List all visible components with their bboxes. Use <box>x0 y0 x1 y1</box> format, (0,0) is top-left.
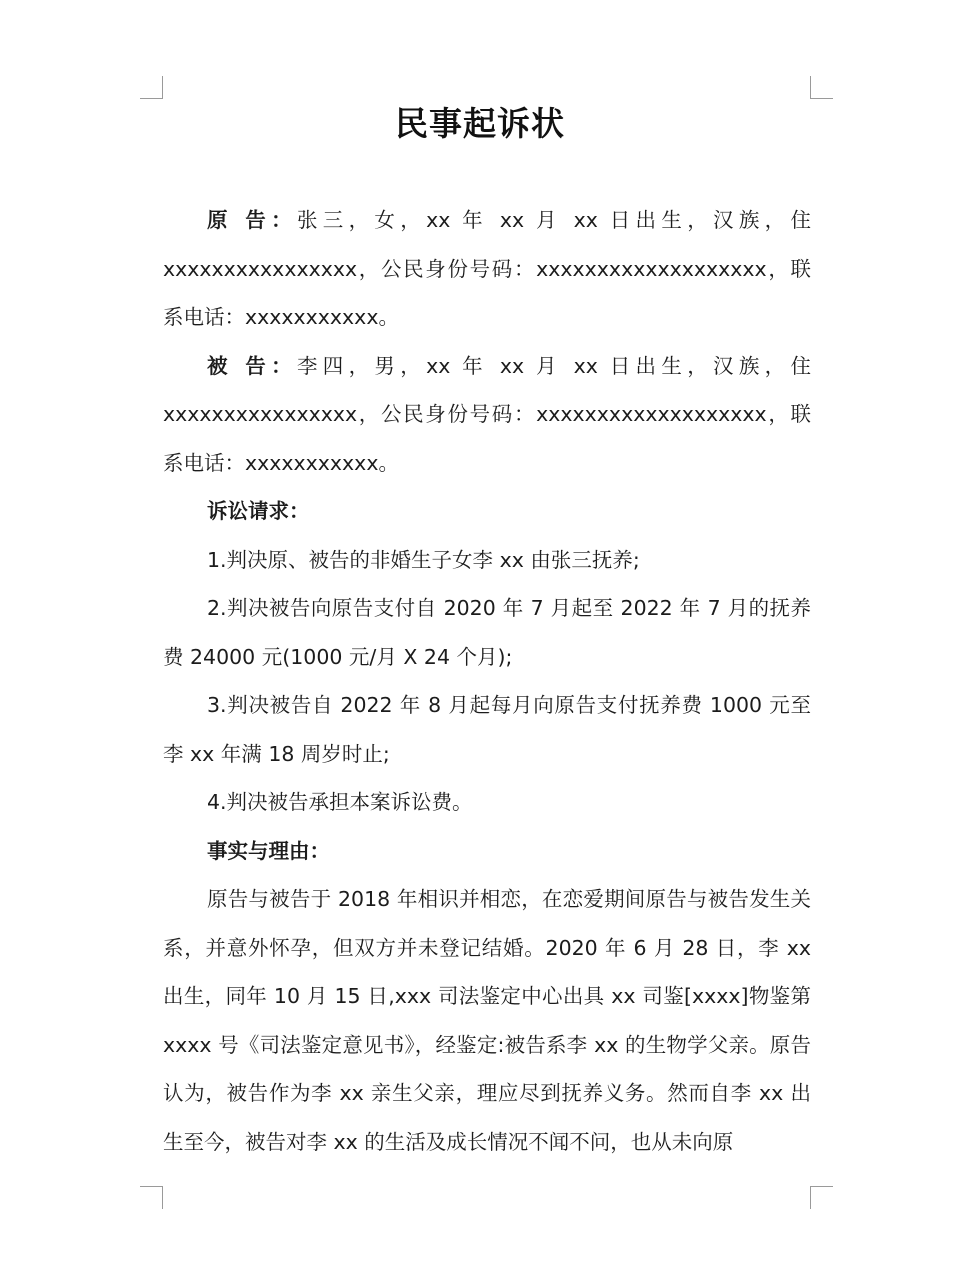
document-body <box>163 196 811 1166</box>
defendant-paragraph <box>163 342 811 488</box>
claim-item-3: 3.判决被告自 2022 年 8 月起每月向原告支付抚养费 1000 元至李 xx 年满 18 周岁时止; <box>163 693 811 766</box>
defendant-label: 被 告： <box>207 353 297 378</box>
claims-heading: 诉讼请求： <box>207 499 310 523</box>
facts-paragraph: 原告与被告于 2018 年相识并相恋，在恋爱期间原告与被告发生关系，并意外怀孕，但双方并未登记结婚。2020 年 6 月 28 日，李 xx 出生，同年 10 月 15 日,xxx 司法鉴定中心出具 xx 司鉴[xxxx]物鉴第 xxxx 号《司法鉴定意见书》，经鉴定:被告系李 xx 的生物学父亲。原告认为，被告作为李 xx 亲生父亲，理应尽到抚养义务。然而自李 xx 出生至今，被告对李 xx 的生活及成长情况不闻不问，也从未向原 <box>163 887 811 1154</box>
document-title: 民事起诉状 <box>395 104 565 143</box>
facts-heading: 事实与理由： <box>207 838 330 863</box>
page-corner-mark-top-right <box>810 76 833 99</box>
page-corner-mark-bottom-right <box>810 1186 833 1209</box>
page-corner-mark-bottom-left <box>140 1186 163 1209</box>
claim-item-2: 2.判决被告向原告支付自 2020 年 7 月起至 2022 年 7 月的抚养费 24000 元(1000 元/月 X 24 个月); <box>163 596 811 669</box>
claim-item-1: 1.判决原、被告的非婚生子女李 xx 由张三抚养; <box>207 547 640 572</box>
plaintiff-label: 原 告： <box>207 208 297 232</box>
plaintiff-text: 张三，女，xx 年 xx 月 xx 日出生，汉族，住 xxxxxxxxxxxxxxxx，公民身份号码：xxxxxxxxxxxxxxxxxxx，联系电话：xxxxxxxxxxx。 <box>163 208 812 329</box>
defendant-text: 李四，男，xx 年 xx 月 xx 日出生，汉族，住 xxxxxxxxxxxxxxxx，公民身份号码：xxxxxxxxxxxxxxxxxxx，联系电话：xxxxxxxxxxx。 <box>163 353 812 475</box>
claim-item-4: 4.判决被告承担本案诉讼费。 <box>207 790 473 814</box>
plaintiff-paragraph <box>163 196 811 342</box>
page-corner-mark-top-left <box>140 76 163 99</box>
